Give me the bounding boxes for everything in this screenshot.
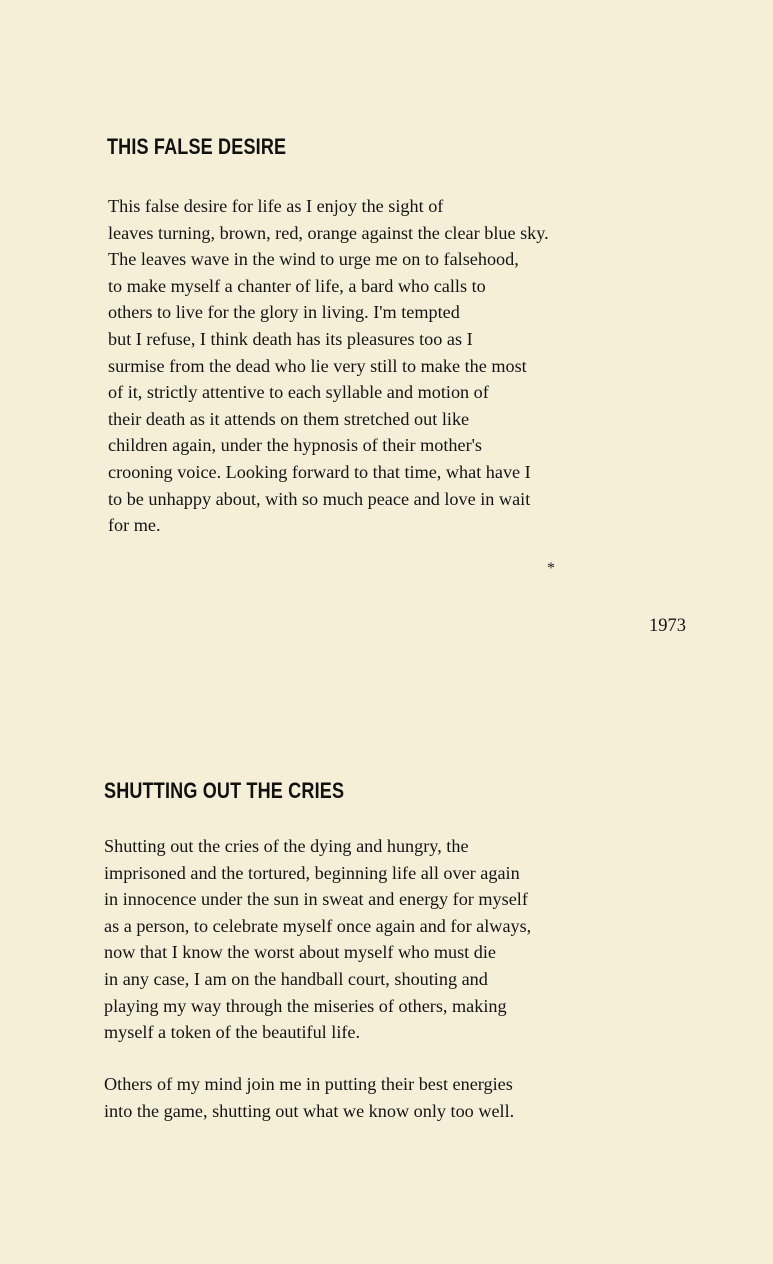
poem-body-this-false-desire (108, 193, 549, 539)
poem-line: playing my way through the miseries of others, making (104, 995, 507, 1016)
poem-body-shutting-out-the-cries (104, 833, 531, 1046)
poem-line: to be unhappy about, with so much peace and love in wait (108, 488, 531, 509)
poem-stanza-2-shutting-out-the-cries (104, 1071, 514, 1124)
section-separator-star: * (547, 560, 555, 577)
poem-line: as a person, to celebrate myself once again and for always, (104, 915, 532, 936)
poem-line: of it, strictly attentive to each syllable and motion of (108, 382, 489, 403)
poem-line: This false desire for life as I enjoy the sight of (108, 196, 444, 216)
poem-line: myself a token of the beautiful life. (104, 1022, 361, 1043)
poem-line: leaves turning, brown, red, orange against the clear blue sky. (108, 222, 549, 243)
poem-line: others to live for the glory in living. I'm tempted (108, 302, 460, 323)
poem-title-shutting-out-the-cries: SHUTTING OUT THE CRIES (104, 778, 345, 803)
poem-date: 1973 (649, 616, 686, 636)
poem-line: to make myself a chanter of life, a bard who calls to (108, 275, 486, 296)
poem-line: in any case, I am on the handball court, shouting and (104, 968, 488, 989)
poem-line: imprisoned and the tortured, beginning life all over again (104, 862, 520, 883)
poem-line: Others of my mind join me in putting their best energies (104, 1074, 513, 1094)
poem-line: into the game, shutting out what we know only too well. (104, 1100, 515, 1121)
poem-line: The leaves wave in the wind to urge me on to falsehood, (108, 249, 519, 270)
poem-line: children again, under the hypnosis of their mother's (108, 435, 483, 456)
poem-line: their death as it attends on them stretched out like (108, 408, 470, 429)
poem-line: for me. (108, 515, 161, 536)
poem-line: crooning voice. Looking forward to that time, what have I (108, 461, 531, 482)
poem-line: now that I know the worst about myself who must die (104, 942, 496, 963)
poem-line: Shutting out the cries of the dying and hungry, the (104, 836, 469, 856)
poem-line: surmise from the dead who lie very still to make the most (108, 355, 527, 376)
poem-line: in innocence under the sun in sweat and energy for myself (104, 889, 528, 910)
poem-line: but I refuse, I think death has its pleasures too as I (108, 328, 473, 349)
poem-title-this-false-desire: THIS FALSE DESIRE (107, 134, 287, 159)
